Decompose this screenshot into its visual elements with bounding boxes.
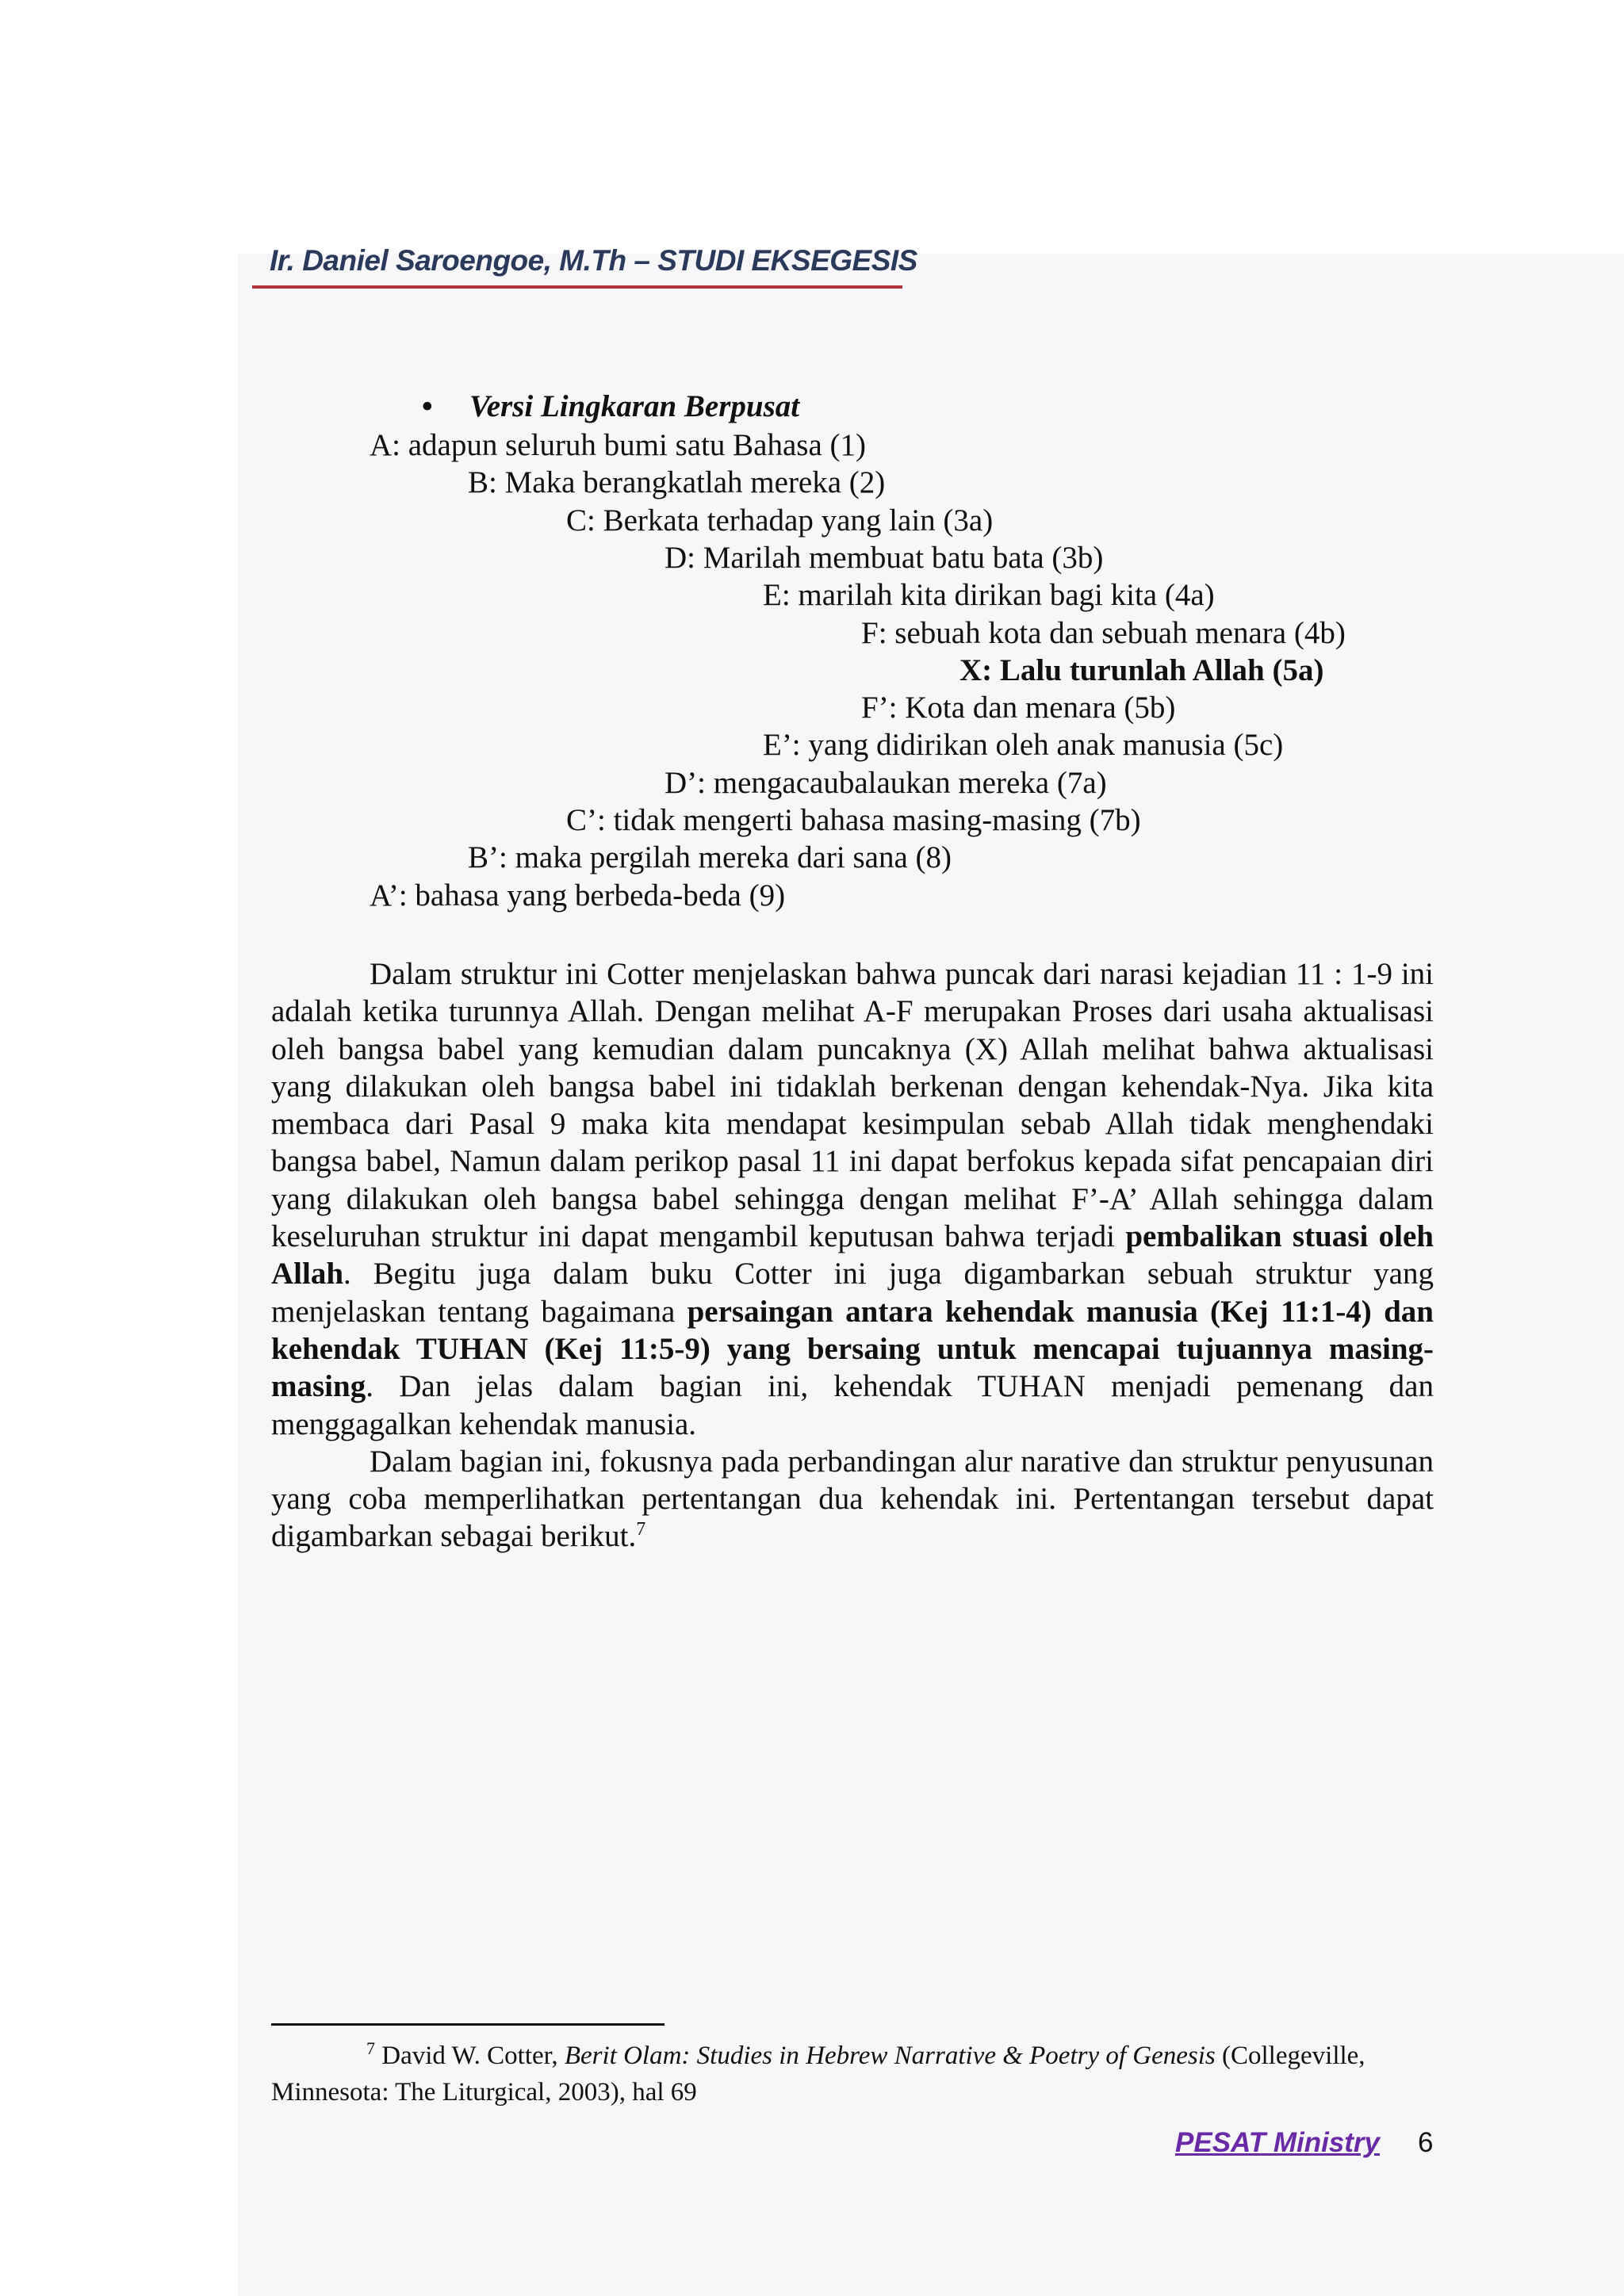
footnote-details: (Collegeville, Minnesota: The Liturgical, 2003), hal 69 — [271, 2042, 1365, 2107]
emphasis-text: persaingan antara kehendak manusia (Kej 11:1-4) dan kehendak TUHAN (Kej 11:5-9) yang bersaing untuk mencapai tujuannya masing-masing — [271, 1294, 1434, 1404]
paragraph — [271, 955, 1434, 1443]
chiasm-line: D’: mengacaubalaukan mereka (7a) — [665, 765, 1107, 800]
paragraph-text: Dalam struktur ini Cotter menjelaskan bahwa puncak dari narasi kejadian 11 : 1-9 ini adalah ketika turunnya Allah. Dengan melihat A-F merupakan Proses dari usaha aktualisasi oleh bangsa babel yang kemudian dalam puncaknya (X) Allah melihat bahwa aktualisasi yang dilakukan oleh bangsa babel ini tidaklah berkenan dengan kehendak-Nya. Jika kita membaca dari Pasal 9 maka kita mendapat kesimpulan sebab Allah tidak menghendaki bangsa babel, Namun dalam perikop pasal 11 ini dapat berfokus kepada sifat pencapaian diri yang dilakukan oleh bangsa babel sehingga dengan melihat F’-A’ Allah sehingga dalam keseluruhan struktur ini dapat mengambil keputusan bahwa terjadi — [271, 957, 1434, 1254]
paragraph-text: . Begitu juga dalam buku Cotter ini juga digambarkan sebuah struktur yang menjelaskan tentang bagaimana — [271, 1257, 1434, 1329]
paragraph-text: Dalam bagian ini, fokusnya pada perbandingan alur narative dan struktur penyusunan yang coba memperlihatkan pertentangan dua kehendak ini. Pertentangan tersebut dapat digambarkan sebagai berikut. — [271, 1444, 1434, 1554]
footnote-author: David W. Cotter, — [381, 2042, 565, 2070]
chiasm-center-line: X: Lalu turunlah Allah (5a) — [959, 652, 1324, 687]
paragraph — [271, 1443, 1434, 1556]
emphasis-text: pembalikan stuasi oleh Allah — [271, 1219, 1434, 1292]
footer-brand: PESAT Ministry — [1175, 2127, 1381, 2158]
chiasm-line: D: Marilah membuat batu bata (3b) — [665, 540, 1104, 575]
chiasm-line: A: adapun seluruh bumi satu Bahasa (1) — [370, 428, 867, 462]
chiasm-line: B: Maka berangkatlah mereka (2) — [468, 465, 886, 500]
footnote-reference[interactable]: 7 — [636, 1519, 646, 1540]
footnote-mark: 7 — [366, 2038, 375, 2058]
footnote — [271, 2038, 1434, 2110]
chiasm-heading — [422, 388, 799, 424]
paragraph-text: . Dan jelas dalam bagian ini, kehendak TUHAN menjadi pemenang dan menggagalkan kehendak manusia. — [271, 1369, 1434, 1441]
chiasm-title: Versi Lingkaran Berpusat — [469, 389, 800, 423]
header-rule — [252, 285, 902, 289]
chiasm-line: F’: Kota dan menara (5b) — [861, 691, 1176, 725]
footnote-rule — [271, 2023, 665, 2026]
chiasm-line: C’: tidak mengerti bahasa masing-masing (7b) — [566, 803, 1141, 837]
chiasm-line: C: Berkata terhadap yang lain (3a) — [566, 503, 994, 538]
bullet-icon: • — [422, 389, 433, 423]
running-header: Ir. Daniel Saroengoe, M.Th – STUDI EKSEGESIS — [270, 244, 917, 277]
chiasm-line: A’: bahasa yang berbeda-beda (9) — [370, 878, 786, 913]
page-number: 6 — [1418, 2127, 1434, 2158]
body-text — [271, 955, 1434, 1556]
chiasm-line: E: marilah kita dirikan bagi kita (4a) — [763, 578, 1215, 613]
chiasm-line: E’: yang didirikan oleh anak manusia (5c) — [763, 728, 1284, 763]
chiasm-line: F: sebuah kota dan sebuah menara (4b) — [861, 615, 1346, 650]
footnote-title: Berit Olam: Studies in Hebrew Narrative & Poetry of Genesis — [564, 2042, 1216, 2070]
chiasm-line: B’: maka pergilah mereka dari sana (8) — [468, 840, 952, 875]
